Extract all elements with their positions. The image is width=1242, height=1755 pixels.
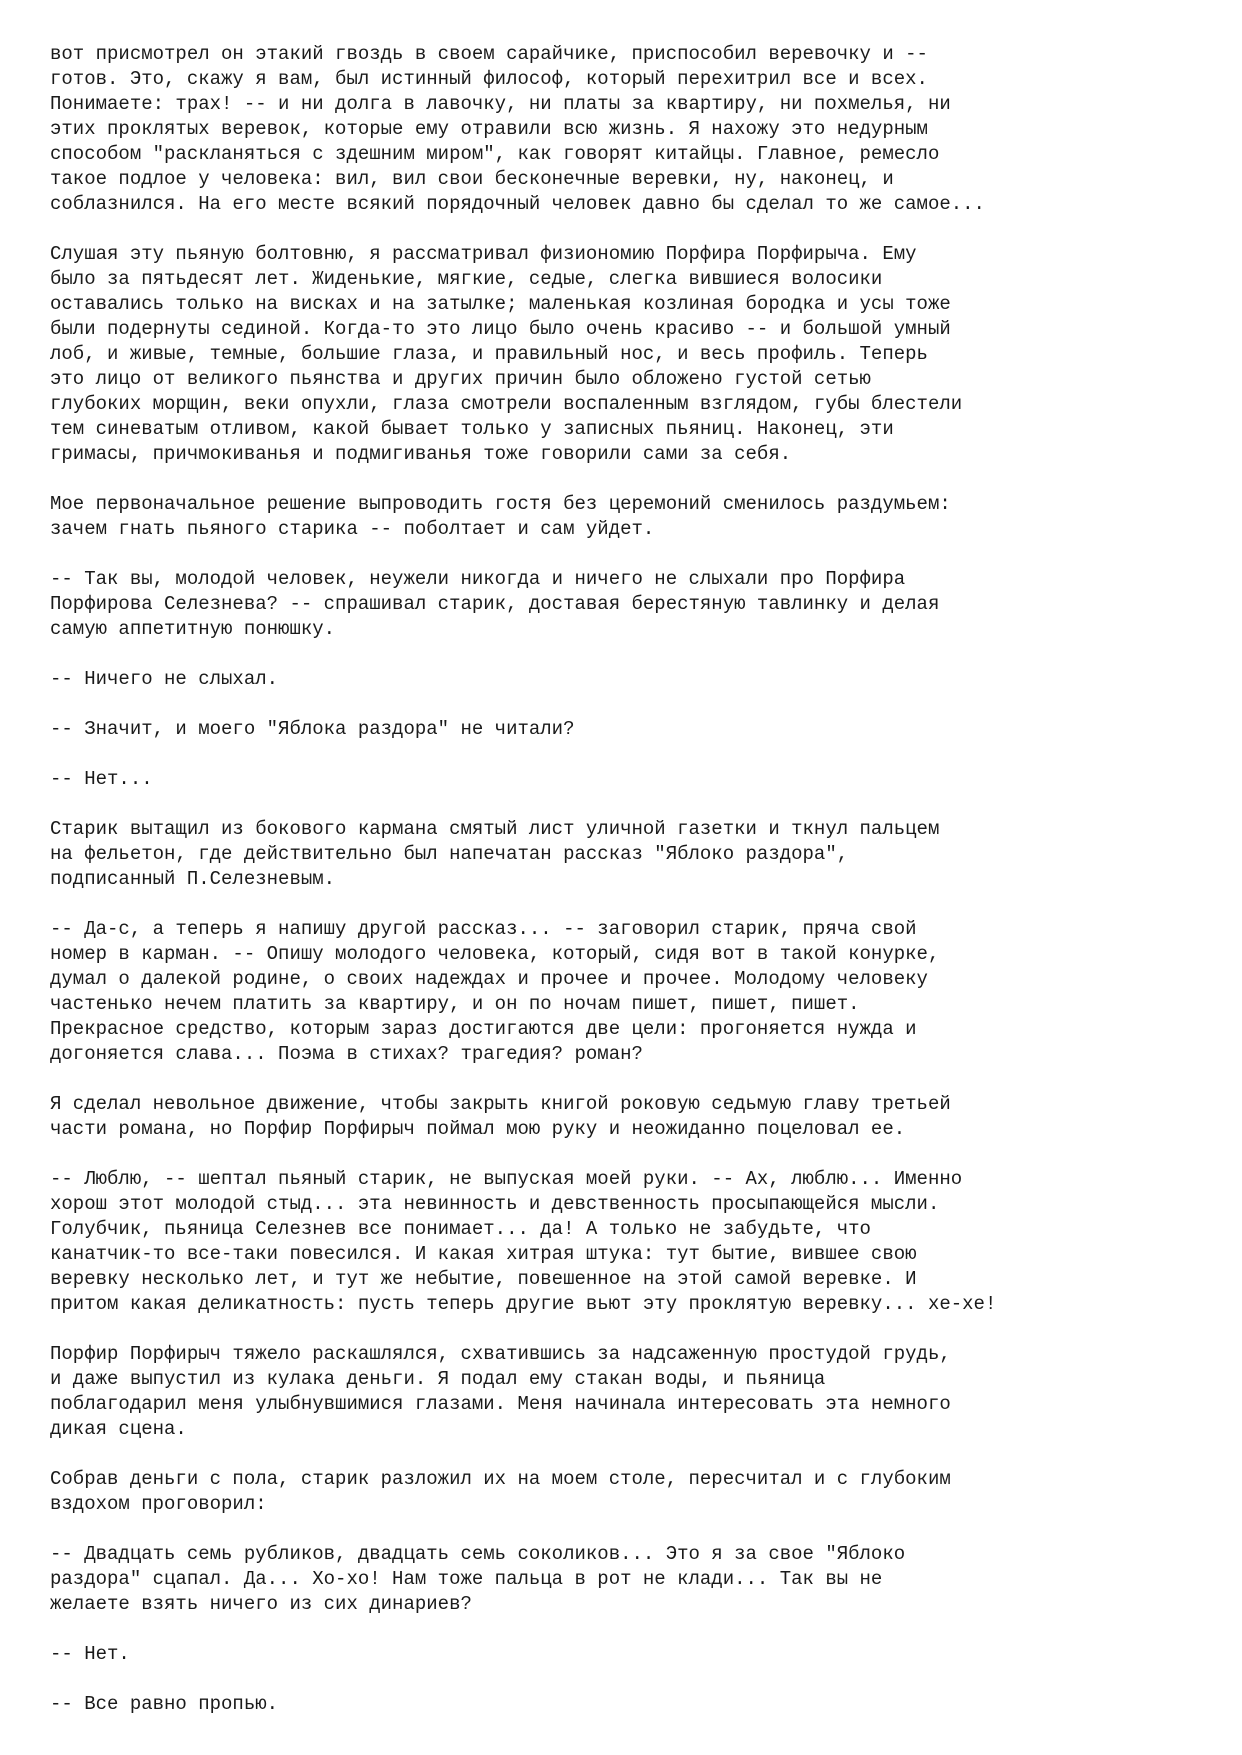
text-line: лоб, и живые, темные, большие глаза, и правильный нос, и весь профиль. Теперь — [50, 343, 928, 365]
text-line: были подернуты сединой. Когда-то это лицо было очень красиво -- и большой умный — [50, 318, 951, 340]
text-paragraph — [50, 1092, 1200, 1142]
text-line: думал о далекой родине, о своих надеждах и прочее и прочее. Молодому человеку — [50, 968, 928, 990]
text-line: Порфир Порфирыч тяжело раскашлялся, схватившись за надсаженную простудой грудь, — [50, 1343, 951, 1365]
text-line: и даже выпустил из кулака деньги. Я подал ему стакан воды, и пьяница — [50, 1368, 826, 1390]
text-paragraph — [50, 917, 1200, 1067]
text-line: Порфирова Селезнева? -- спрашивал старик, доставая берестяную тавлинку и делая — [50, 593, 940, 615]
text-line: -- Нет. — [50, 1643, 130, 1665]
text-line: Собрав деньги с пола, старик разложил их на моем столе, пересчитал и с глубоким — [50, 1468, 951, 1490]
text-paragraph — [50, 1692, 1200, 1717]
text-paragraph — [50, 767, 1200, 792]
text-line: -- Ничего не слыхал. — [50, 668, 279, 690]
text-line: Прекрасное средство, которым зараз достигаются две цели: прогоняется нужда и — [50, 1018, 917, 1040]
text-paragraph — [50, 667, 1200, 692]
text-paragraph — [50, 1342, 1200, 1442]
text-line: соблазнился. На его месте всякий порядочный человек давно бы сделал то же самое... — [50, 193, 985, 215]
text-paragraph — [50, 567, 1200, 642]
text-paragraph — [50, 817, 1200, 892]
text-line: Я сделал невольное движение, чтобы закрыть книгой роковую седьмую главу третьей — [50, 1093, 951, 1115]
text-line: Слушая эту пьяную болтовню, я рассматривал физиономию Порфира Порфирыча. Ему — [50, 243, 917, 265]
text-line: -- Двадцать семь рубликов, двадцать семь соколиков... Это я за свое "Яблоко — [50, 1543, 906, 1565]
text-paragraph — [50, 492, 1200, 542]
text-line: -- Значит, и моего "Яблока раздора" не читали? — [50, 718, 575, 740]
text-line: -- Так вы, молодой человек, неужели никогда и ничего не слыхали про Порфира — [50, 568, 906, 590]
text-line: -- Все равно пропью. — [50, 1693, 279, 1715]
text-line: части романа, но Порфир Порфирыч поймал мою руку и неожиданно поцеловал ее. — [50, 1118, 906, 1140]
text-line: способом "раскланяться с здешним миром", как говорят китайцы. Главное, ремесло — [50, 143, 940, 165]
text-line: желаете взять ничего из сих динариев? — [50, 1593, 472, 1615]
text-line: на фельетон, где действительно был напечатан рассказ "Яблоко раздора", — [50, 843, 849, 865]
text-line: оставались только на висках и на затылке; маленькая козлиная бородка и усы тоже — [50, 293, 951, 315]
text-line: готов. Это, скажу я вам, был истинный философ, который перехитрил все и всех. — [50, 68, 928, 90]
text-line: догоняется слава... Поэма в стихах? трагедия? роман? — [50, 1043, 643, 1065]
text-paragraph — [50, 1542, 1200, 1617]
document-page — [50, 42, 1200, 1742]
text-line: было за пятьдесят лет. Жиденькие, мягкие, седые, слегка вившиеся волосики — [50, 268, 883, 290]
text-paragraph — [50, 1167, 1200, 1317]
text-line: зачем гнать пьяного старика -- поболтает и сам уйдет. — [50, 518, 655, 540]
text-paragraph — [50, 1467, 1200, 1517]
text-line: вздохом проговорил: — [50, 1493, 267, 1515]
text-paragraph — [50, 42, 1200, 217]
text-line: глубоких морщин, веки опухли, глаза смотрели воспаленным взглядом, губы блестели — [50, 393, 963, 415]
text-line: хорош этот молодой стыд... эта невинность и девственность просыпающейся мысли. — [50, 1193, 940, 1215]
text-paragraph — [50, 717, 1200, 742]
text-line: притом какая деликатность: пусть теперь другие вьют эту проклятую веревку... хе-хе! — [50, 1293, 997, 1315]
text-line: номер в карман. -- Опишу молодого человека, который, сидя вот в такой конурке, — [50, 943, 940, 965]
text-line: веревку несколько лет, и тут же небытие, повешенное на этой самой веревке. И — [50, 1268, 917, 1290]
text-line: подписанный П.Селезневым. — [50, 868, 336, 890]
text-line: раздора" сцапал. Да... Хо-хо! Нам тоже пальца в рот не клади... Так вы не — [50, 1568, 883, 1590]
text-line: тем синеватым отливом, какой бывает только у записных пьяниц. Наконец, эти — [50, 418, 894, 440]
text-line: этих проклятых веревок, которые ему отравили всю жизнь. Я нахожу это недурным — [50, 118, 928, 140]
text-line: это лицо от великого пьянства и других причин было обложено густой сетью — [50, 368, 871, 390]
text-line: Мое первоначальное решение выпроводить гостя без церемоний сменилось раздумьем: — [50, 493, 951, 515]
text-line: поблагодарил меня улыбнувшимися глазами. Меня начинала интересовать эта немного — [50, 1393, 951, 1415]
text-line: дикая сцена. — [50, 1418, 187, 1440]
text-line: канатчик-то все-таки повесился. И какая хитрая штука: тут бытие, вившее свою — [50, 1243, 917, 1265]
text-line: -- Люблю, -- шептал пьяный старик, не выпуская моей руки. -- Ах, люблю... Именно — [50, 1168, 963, 1190]
text-line: частенько нечем платить за квартиру, и он по ночам пишет, пишет, пишет. — [50, 993, 860, 1015]
text-line: самую аппетитную понюшку. — [50, 618, 336, 640]
text-line: Понимаете: трах! -- и ни долга в лавочку, ни платы за квартиру, ни похмелья, ни — [50, 93, 951, 115]
text-paragraph — [50, 1642, 1200, 1667]
text-line: -- Да-с, а теперь я напишу другой рассказ... -- заговорил старик, пряча свой — [50, 918, 917, 940]
text-line: такое подлое у человека: вил, вил свои бесконечные веревки, ну, наконец, и — [50, 168, 894, 190]
text-paragraph — [50, 242, 1200, 467]
text-line: -- Нет... — [50, 768, 153, 790]
text-line: вот присмотрел он этакий гвоздь в своем сарайчике, приспособил веревочку и -- — [50, 43, 928, 65]
text-line: гримасы, причмокиванья и подмигиванья тоже говорили сами за себя. — [50, 443, 792, 465]
text-line: Старик вытащил из бокового кармана смятый лист уличной газетки и ткнул пальцем — [50, 818, 940, 840]
text-line: Голубчик, пьяница Селезнев все понимает... да! А только не забудьте, что — [50, 1218, 871, 1240]
